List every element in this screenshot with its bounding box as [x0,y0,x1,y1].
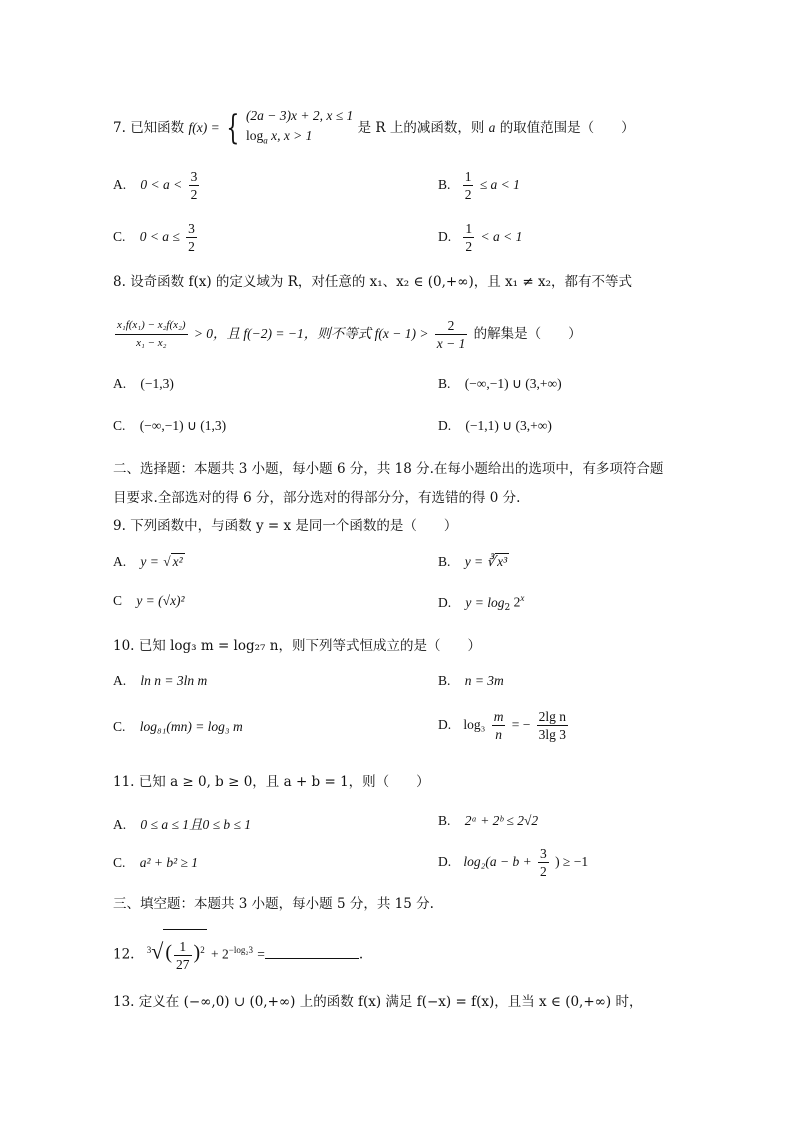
q9-option-c: C y = (√x)² [113,593,185,608]
q8-stem-line1: 8. 设奇函数 f(x) 的定义域为 R，对任意的 x₁、x₂ ∈ (0,+∞)，且 x₁ ≠ x₂，都有不等式 [113,274,632,290]
q13-stem: 13. 定义在 (−∞,0) ∪ (0,+∞) 上的函数 f(x) 满足 f(−x) = f(x)，且当 x ∈ (0,+∞) 时， [113,994,643,1010]
q10-stem: 10. 已知 log₃ m = log₂₇ n，则下列等式恒成立的是（ ） [113,638,481,654]
q8-option-b: B. (−∞,−1) ∪ (3,+∞) [438,376,562,391]
q7-option-c: C. 0 < a ≤ $\frac{3}{2}$ [113,221,195,254]
q7-option-b: B. $\frac{1}{2}$ ≤ a < 1 [438,169,520,202]
piecewise-cases: (2a − 3)x + 2, x ≤ 1 $\log_a x$, x > 1 [245,108,354,146]
fraction: $\frac{\text{2lg n}}{3\lg 3}$ [538,709,567,742]
section2-heading-line2: 目要求.全部选对的得 6 分，部分选对的得部分分，有选错的得 0 分. [113,490,521,506]
fraction: $\frac{1}{2}$ [464,169,472,202]
q10-option-d: D. log₃ $\frac{m}{n}$ = − $\frac{\text{2lg n}}{3\lg 3}$ [438,709,567,742]
q8-number: 8. [113,274,126,290]
fraction: $\frac{1}{2}$ [465,221,473,254]
q8-stem-line2: $\frac{\text{x₁f(x₁) − x₂f(x₂)}}{\text{x₁ − x₂}}$ > 0，且 f(−2) = −1，则不等式 f(x − 1) > $\frac{2}{x - 1}$ 的解集是（ ） [117,318,582,351]
q8-option-d: D. (−1,1) ∪ (3,+∞) [438,418,552,433]
q11-option-b: B. 2ᵃ + 2ᵇ ≤ 2√2 [438,813,539,828]
fraction: $\frac{3}{2}$ [190,169,198,202]
q11-option-a: A. 0 ≤ a ≤ 1且0 ≤ b ≤ 1 [113,817,252,832]
q12-stem: 12. $^3$√ ( $\frac{1}{27}$ )$^2 + 2^{-log_23}$ = . [113,928,363,972]
answer-blank[interactable] [265,944,359,959]
fraction: $\frac{1}{27}$ [176,938,190,972]
q7-option-a: A. 0 < a < $\frac{3}{2}$ [113,169,198,202]
q10-option-c: C. log₈₁(mn) = log₃ m [113,719,243,734]
q10-number: 10. [113,638,135,654]
q9-option-a: A. y = √ x² [113,554,183,569]
q12-number: 12. [113,946,135,963]
q9-option-d: D. $y = \log_2 2^x$ [438,593,525,614]
radicand: ( $\frac{1}{27}$ )$^2$ [163,929,206,975]
q7-stem: 7. 已知函数 f(x) = { (2a − 3)x + 2, x ≤ 1 $\log_a x$, x > 1 是 R 上的减函数，则 a 的取值范围是（ ） [113,106,635,146]
fraction: $\frac{\text{x₁f(x₁) − x₂f(x₂)}}{\text{x₁ − x₂}}$ [117,319,186,349]
q9-option-b: B. y = ∛ x³ [438,554,508,569]
q8-option-a: A. (−1,3) [113,376,174,391]
q7-option-d: D. $\frac{1}{2}$ < a < 1 [438,221,523,254]
q7-number: 7. [113,119,126,136]
q11-option-c: C. a² + b² ≥ 1 [113,855,199,870]
q9-stem: 9. 下列函数中，与函数 y = x 是同一个函数的是（ ） [113,518,458,534]
fraction: $\frac{2}{x - 1}$ [436,318,466,351]
q10-option-b: B. n = 3m [438,673,504,688]
fraction: $\frac{m}{n}$ [493,709,504,742]
q13-number: 13. [113,994,135,1010]
q8-option-c: C. (−∞,−1) ∪ (1,3) [113,418,227,433]
left-brace: { [226,108,240,149]
q11-stem: 11. 已知 a ≥ 0, b ≥ 0，且 a + b = 1，则（ ） [113,774,430,790]
section2-heading-line1: 二、选择题：本题共 3 小题，每小题 6 分，共 18 分.在每小题给出的选项中，有多项符合题 [113,461,664,477]
q10-option-a: A. ln n = 3ln m [113,673,208,688]
q11-number: 11. [113,774,135,790]
fraction: $\frac{3}{2}$ [188,221,195,254]
q11-option-d: D. log₂(a − b + $\frac{3}{2}$ ) ≥ −1 [438,846,589,879]
section3-heading: 三、填空题：本题共 3 小题，每小题 5 分，共 15 分. [113,896,434,912]
fraction: $\frac{3}{2}$ [540,846,547,879]
q9-number: 9. [113,518,126,534]
